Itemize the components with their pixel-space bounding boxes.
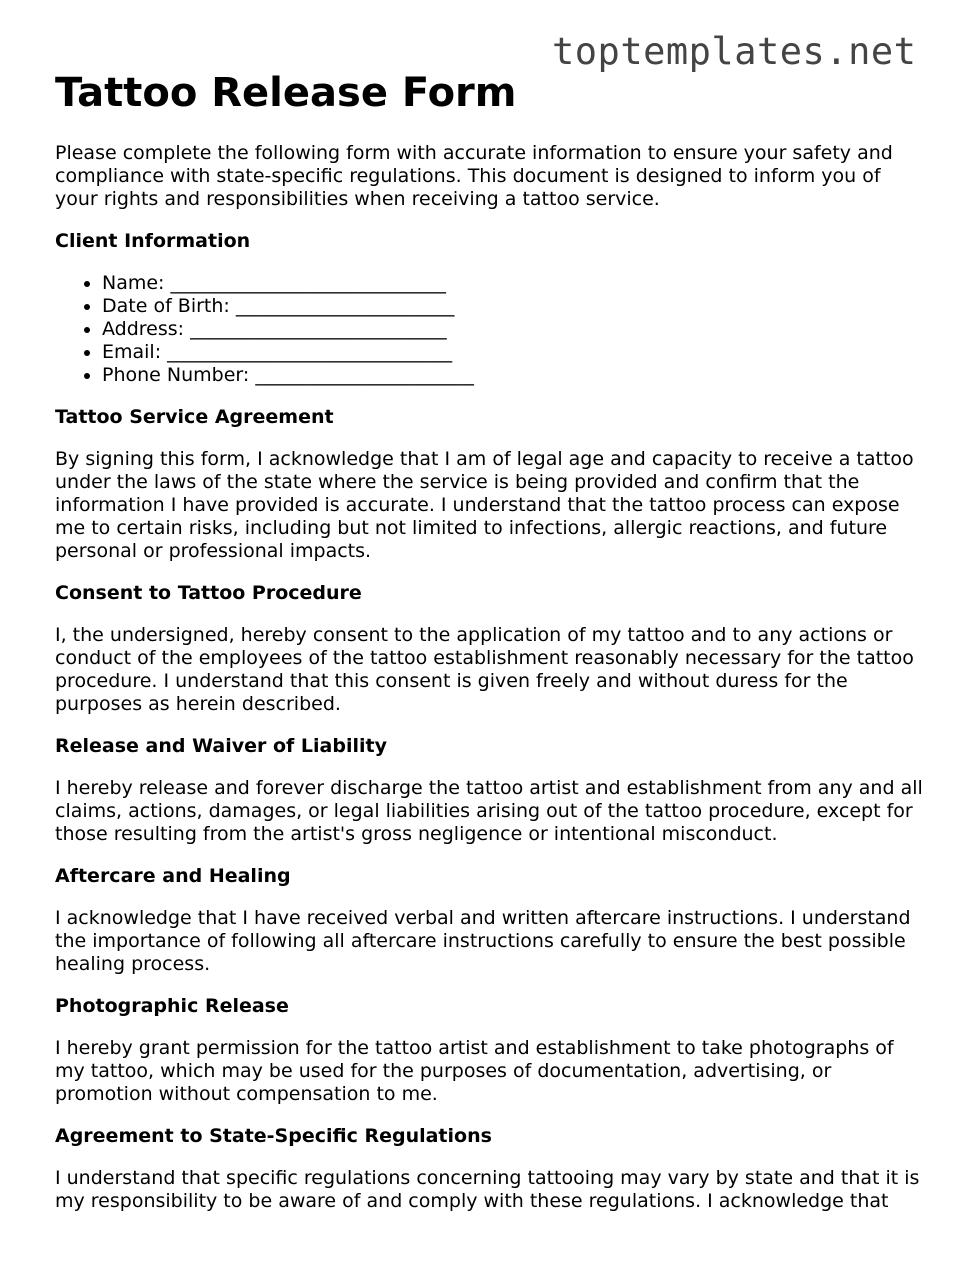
aftercare-body: I acknowledge that I have received verbal and written aftercare instructions. I understand the importance of following all aftercare instructions carefully to ensure the best possible healing process. xyxy=(55,907,911,975)
tattoo-service-agreement-heading: Tattoo Service Agreement xyxy=(55,406,334,428)
consent-body: I, the undersigned, hereby consent to the application of my tattoo and to any actions or conduct of the employees of the tattoo establishment reasonably necessary for the tattoo procedure. I understand that this consent is given freely and without duress for the purposes as herein described. xyxy=(55,624,914,715)
date-of-birth-field: • Date of Birth: _______________________ xyxy=(102,295,925,318)
photographic-release-heading: Photographic Release xyxy=(55,995,289,1017)
name-field: • Name: _____________________________ xyxy=(102,272,925,295)
watermark: toptemplates.net xyxy=(552,30,917,73)
intro-paragraph: Please complete the following form with accurate information to ensure your safety and compliance with state-specific regulations. This document is designed to inform you of your rights and responsibilities when receiving a tattoo service. xyxy=(55,142,893,210)
page-title: Tattoo Release Form xyxy=(55,70,517,116)
document-page xyxy=(55,70,925,1213)
address-field: • Address: ___________________________ xyxy=(102,318,925,341)
release-waiver-heading: Release and Waiver of Liability xyxy=(55,735,387,757)
state-regulations-body: I understand that specific regulations concerning tattooing may vary by state and that it is my responsibility to be aware of and comply with these regulations. I acknowledge that xyxy=(55,1167,920,1212)
client-information-heading: Client Information xyxy=(55,230,251,252)
consent-heading: Consent to Tattoo Procedure xyxy=(55,582,362,604)
email-field: • Email: ______________________________ xyxy=(102,341,925,364)
client-fields-list xyxy=(55,272,925,387)
phone-number-field: • Phone Number: _______________________ xyxy=(102,364,925,387)
tattoo-service-agreement-body: By signing this form, I acknowledge that I am of legal age and capacity to receive a tattoo under the laws of the state where the service is being provided and confirm that the information I have provided is accurate. I understand that the tattoo process can expose me to certain risks, including but not limited to infections, allergic reactions, and future personal or professional impacts. xyxy=(55,448,914,562)
photographic-release-body: I hereby grant permission for the tattoo artist and establishment to take photographs of my tattoo, which may be used for the purposes of documentation, advertising, or promotion without compensation to me. xyxy=(55,1037,894,1105)
state-regulations-heading: Agreement to State-Specific Regulations xyxy=(55,1125,492,1147)
release-waiver-body: I hereby release and forever discharge the tattoo artist and establishment from any and all claims, actions, damages, or legal liabilities arising out of the tattoo procedure, except for those resulting from the artist's gross negligence or intentional misconduct. xyxy=(55,777,923,845)
aftercare-heading: Aftercare and Healing xyxy=(55,865,291,887)
